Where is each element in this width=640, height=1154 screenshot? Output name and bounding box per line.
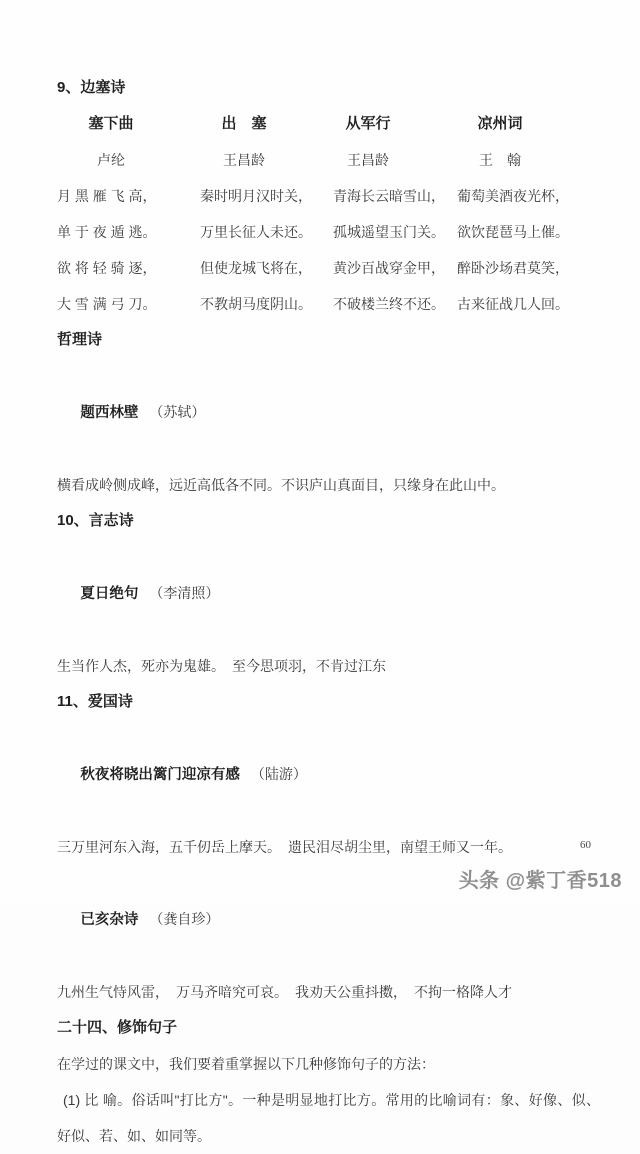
toutiao-watermark: 头条 @紫丁香518: [458, 870, 622, 892]
poem-line: 不教胡马度阴山。: [200, 296, 312, 312]
poem-line: 青海长云暗雪山，: [333, 188, 445, 204]
poem-author: 卢纶: [97, 152, 125, 168]
poem-line: 欲饮琵琶马上催。: [457, 224, 569, 240]
poem-line: 欲 将 轻 骑 逐，: [57, 260, 157, 276]
poem-line: 古来征战几人回。: [457, 296, 569, 312]
poem-body-tixilinbi: 横看成岭侧成峰，远近高低各不同。不识庐山真面目，只缘身在此山中。: [57, 477, 505, 493]
poem-title-row-qiuye: [57, 720, 600, 829]
section-heading-aspiration-poems: 10、言志诗: [57, 512, 134, 529]
document-content: [57, 70, 600, 1154]
sentence-modification-intro: 在学过的课文中，我们要着重掌握以下几种修饰句子的方法：: [57, 1056, 435, 1072]
poem-column-saixiaqu: [57, 106, 200, 322]
poem-title: 塞下曲: [88, 115, 134, 132]
poem-title: 夏日绝句: [80, 586, 139, 602]
poem-line: 葡萄美酒夜光杯，: [457, 188, 569, 204]
poem-author: （龚自珍）: [149, 911, 220, 927]
section-heading-philosophy-poems: 哲理诗: [57, 331, 103, 348]
poem-author: （苏轼）: [149, 404, 206, 420]
poem-title: 出 塞: [221, 115, 267, 132]
poem-column-chusai: [200, 106, 333, 322]
poem-line: 醉卧沙场君莫笑，: [457, 260, 569, 276]
poem-title-row-tixilinbi: [57, 358, 600, 467]
poem-line: 月 黑 雁 飞 高，: [57, 188, 157, 204]
poem-title: 题西林壁: [80, 405, 139, 421]
section-heading-patriotic-poems: 11、爱国诗: [57, 693, 133, 710]
page-number: 60: [580, 839, 591, 851]
poem-title: 秋夜将晓出篱门迎凉有感: [80, 767, 240, 783]
poem-line: 万里长征人未还。: [200, 224, 312, 240]
poem-body-xiarijueju: 生当作人杰，死亦为鬼雄。 至今思项羽，不肯过江东: [57, 658, 386, 674]
poem-title: 从军行: [345, 115, 391, 132]
poem-line: 秦时明月汉时关，: [200, 188, 312, 204]
poem-author: 王 翰: [479, 152, 521, 168]
section-heading-sentence-modification: 二十四、修饰句子: [57, 1019, 178, 1036]
section-heading-frontier-poems: 9、边塞诗: [57, 79, 126, 96]
poem-line: 大 雪 满 弓 刀。: [57, 296, 157, 312]
poem-author: 王昌龄: [223, 152, 265, 168]
poem-author: （李清照）: [149, 585, 220, 601]
poem-author: （陆游）: [250, 766, 307, 782]
poem-line: 但使龙城飞将在，: [200, 260, 312, 276]
poem-column-liangzhouci: [457, 106, 600, 322]
poem-title-row-xiarijueju: [57, 539, 600, 648]
poem-title: 已亥杂诗: [80, 912, 139, 928]
sentence-modification-item-metaphor: (1) 比 喻。俗话叫"打比方"。一种是明显地打比方。常用的比喻词有：象、好像、似、好似、若、如、如同等。: [57, 1092, 600, 1144]
poem-line: 孤城遥望玉门关。: [333, 224, 445, 240]
frontier-poems-table: [57, 106, 600, 322]
poem-column-congjunxing: [333, 106, 457, 322]
poem-body-qiuye: 三万里河东入海，五千仞岳上摩天。 遗民泪尽胡尘里，南望王师又一年。: [57, 839, 512, 855]
poem-line: 单 于 夜 遁 逃。: [57, 224, 157, 240]
poem-author: 王昌龄: [347, 152, 389, 168]
poem-body-jihai: 九州生气恃风雷， 万马齐喑究可哀。 我劝天公重抖擞， 不拘一格降人才: [57, 984, 512, 1000]
poem-title: 凉州词: [477, 115, 523, 132]
poem-line: 不破楼兰终不还。: [333, 296, 445, 312]
poem-line: 黄沙百战穿金甲，: [333, 260, 445, 276]
